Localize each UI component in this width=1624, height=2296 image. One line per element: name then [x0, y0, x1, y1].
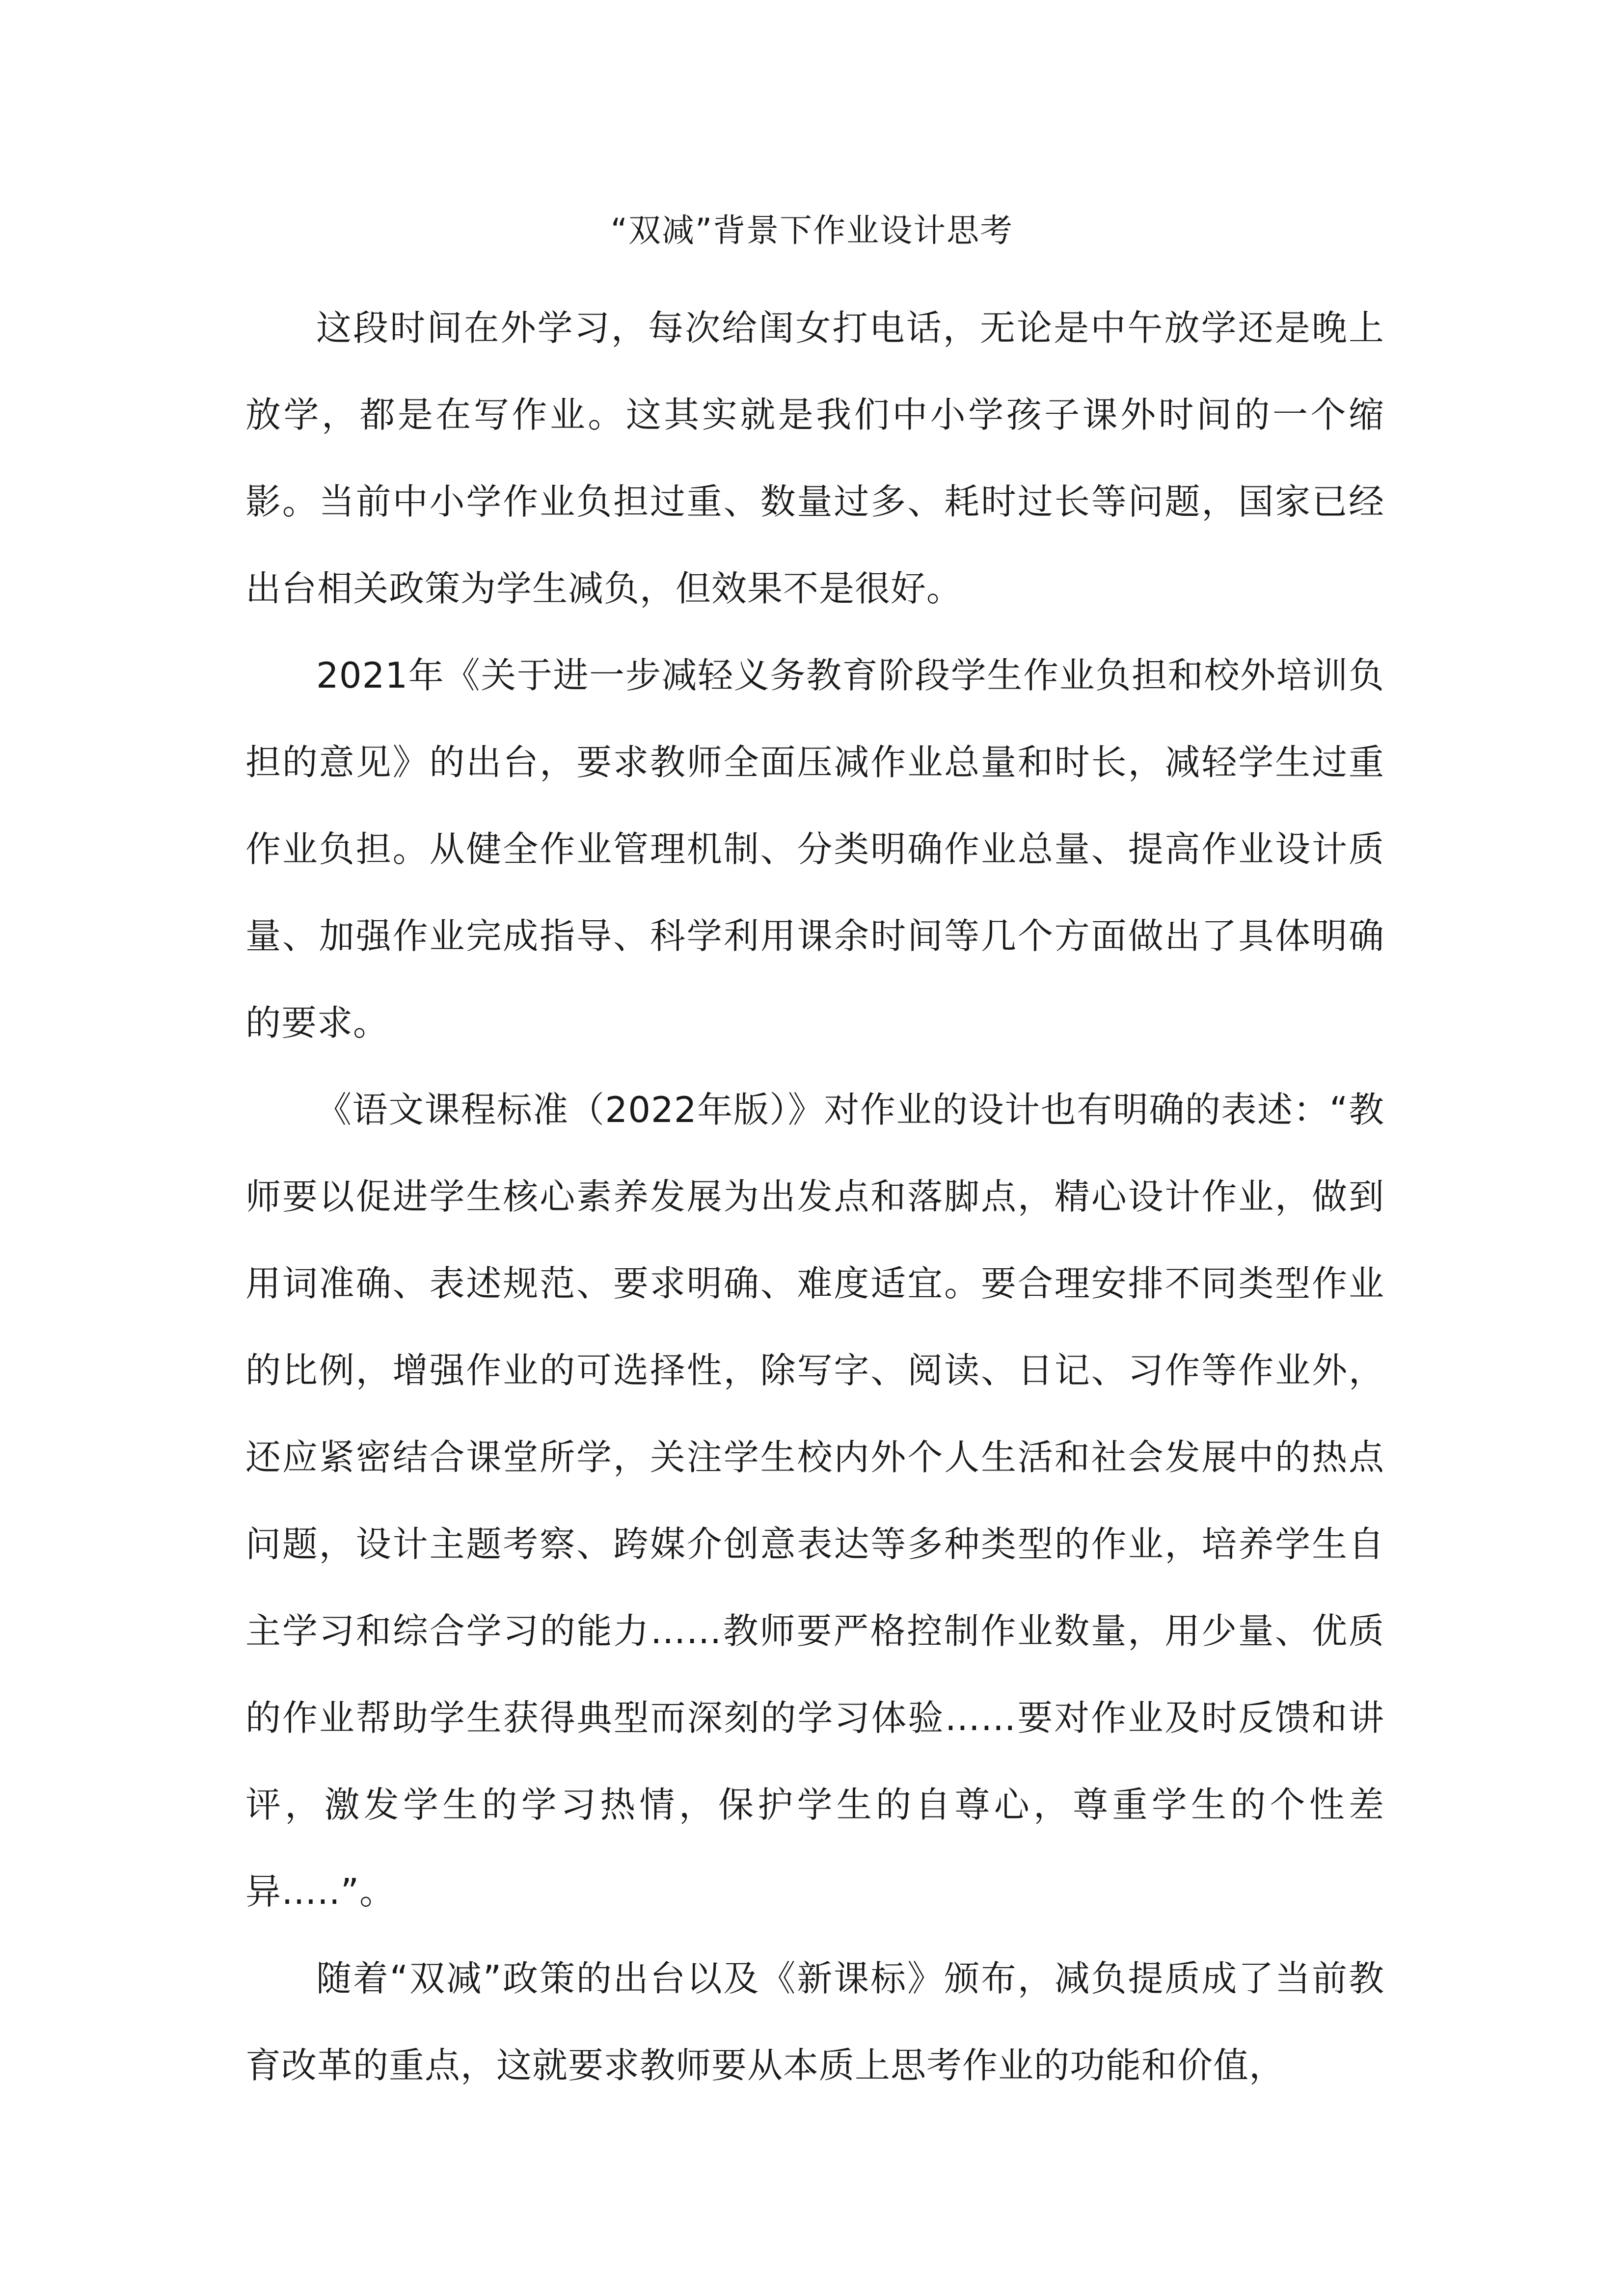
paragraph-4: 随着“双减”政策的出台以及《新课标》颁布，减负提质成了当前教育改革的重点，这就要求教师要从本质上思考作业的功能和价值，: [245, 1958, 1384, 2086]
document-body: [245, 285, 1384, 2109]
paragraph-1: 这段时间在外学习，每次给闺女打电话，无论是中午放学还是晚上放学，都是在写作业。这其实就是我们中小学孩子课外时间的一个缩影。当前中小学作业负担过重、数量过多、耗时过长等问题，国家已经出台相关政策为学生减负，但效果不是很好。: [245, 307, 1384, 609]
paragraph-3: 《语文课程标准（2022年版）》对作业的设计也有明确的表述：“教师要以促进学生核心素养发展为出发点和落脚点，精心设计作业，做到用词准确、表述规范、要求明确、难度适宜。要合理安排不同类型作业的比例，增强作业的可选择性，除写字、阅读、日记、习作等作业外，还应紧密结合课堂所学，关注学生校内外个人生活和社会发展中的热点问题，设计主题考察、跨媒介创意表达等多种类型的作业，培养学生自主学习和综合学习的能力……教师要严格控制作业数量，用少量、优质的作业帮助学生获得典型而深刻的学习体验……要对作业及时反馈和讲评，激发学生的学习热情，保护学生的自尊心，尊重学生的个性差异…..”。: [245, 1089, 1384, 1912]
paragraph-2: 2021年《关于进一步减轻义务教育阶段学生作业负担和校外培训负担的意见》的出台，要求教师全面压减作业总量和时长，减轻学生过重作业负担。从健全作业管理机制、分类明确作业总量、提高作业设计质量、加强作业完成指导、科学利用课余时间等几个方面做出了具体明确的要求。: [245, 655, 1384, 1043]
document-title: “双减”背景下作业设计思考: [610, 212, 1014, 249]
